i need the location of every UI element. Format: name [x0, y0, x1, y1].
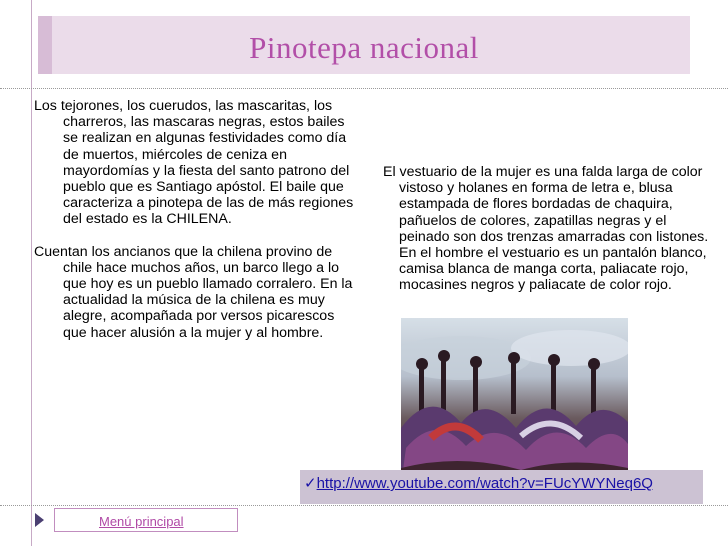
- dancers-photo-art: [401, 318, 628, 485]
- right-column: [383, 164, 715, 314]
- page-title: Pinotepa nacional: [249, 30, 479, 65]
- bottom-divider: [0, 505, 728, 506]
- checkmark-icon: ✓: [304, 475, 317, 492]
- main-menu-label: Menú principal: [99, 514, 184, 529]
- triangle-arrow-icon: [35, 513, 44, 527]
- right-paragraph: El vestuario de la mujer es una falda larga de color vistoso y holanes en forma de letra e, blusa estampada de flores bordadas de chaquira, pañuelos de colores, zapatillas negras y el peinado son dos trenzas amarradas con listones. En el hombre el vestuario es un pantalón blanco, camisa blanca de manga corta, paliacate rojo, mocasines negros y paliacate de color rojo.: [383, 164, 709, 294]
- left-column: [34, 98, 359, 341]
- top-divider: [0, 88, 728, 89]
- video-link[interactable]: [304, 473, 699, 495]
- left-vertical-rule: [31, 0, 32, 546]
- left-paragraph-1: Los tejorones, los cuerudos, las mascaritas, los charreros, las mascaras negras, estos bailes se realizan en algunas festividades como día de muertos, miércoles de ceniza en mayordomías y la fiesta del santo patrono del pueblo que es Santiago apóstol. El baile que caracteriza a pinotepa de las de más regiones del estado es la CHILENA.: [34, 98, 354, 228]
- video-link-box: [300, 470, 703, 504]
- main-menu-button[interactable]: [54, 508, 238, 532]
- dancers-photo: [401, 318, 628, 485]
- video-link-url: http://www.youtube.com/watch?v=FUcYWYNeq6Q: [316, 475, 653, 492]
- left-paragraph-2: Cuentan los ancianos que la chilena provino de chile hace muchos años, un barco llego a lo que hoy es un pueblo llamado corralero. En la actualidad la música de la chilena es muy alegre, acompañada por versos picarescos que hacer alusión a la mujer y al hombre.: [34, 243, 353, 341]
